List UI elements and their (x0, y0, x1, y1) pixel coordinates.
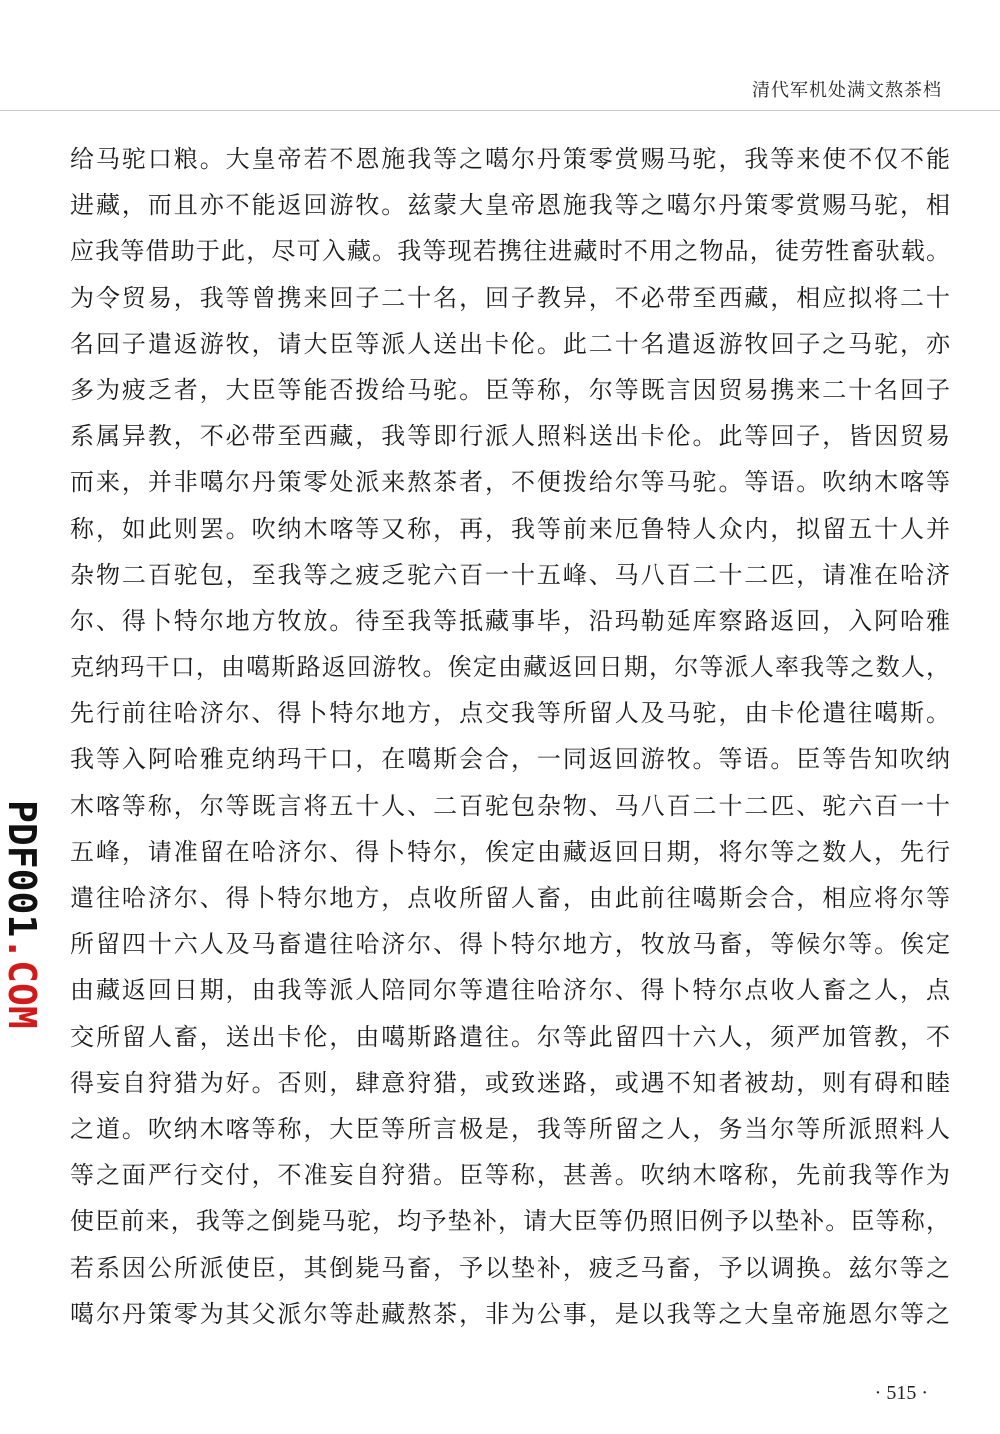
body-line: 名回子遣返游牧，请大臣等派人送出卡伦。此二十名遣返游牧回子之马驼，亦 (70, 329, 950, 358)
body-line: 木喀等称，尔等既言将五十人、二百驼包杂物、马八百二十二匹、驼六百一十 (70, 791, 950, 820)
body-line: 多为疲乏者，大臣等能否拨给马驼。臣等称，尔等既言因贸易携来二十名回子 (70, 375, 950, 404)
page-number: · 515 · (874, 1382, 928, 1404)
body-line: 使臣前来，我等之倒毙马驼，均予垫补，请大臣等仍照旧例予以垫补。臣等称， (70, 1207, 950, 1236)
watermark (2, 800, 42, 1060)
watermark-prefix: PDF001 (0, 800, 44, 938)
body-line: 噶尔丹策零为其父派尔等赴藏熬茶，非为公事，是以我等之大皇帝施恩尔等之 (70, 1299, 950, 1328)
body-line: 应我等借助于此，尽可入藏。我等现若携往进藏时不用之物品，徒劳牲畜驮载。 (70, 237, 950, 266)
body-text (70, 136, 950, 1337)
body-line: 称，如此则罢。吹纳木喀等又称，再，我等前来厄鲁特人众内，拟留五十人并 (70, 514, 950, 543)
body-line: 交所留人畜，送出卡伦，由噶斯路遣往。尔等此留四十六人，须严加管教，不 (70, 1022, 950, 1051)
body-line: 我等入阿哈雅克纳玛干口，在噶斯会合，一同返回游牧。等语。臣等告知吹纳 (70, 745, 950, 774)
watermark-suffix: .COM (0, 937, 44, 1029)
body-line: 尔、得卜特尔地方牧放。待至我等抵藏事毕，沿玛勒延库察路返回，入阿哈雅 (70, 606, 950, 635)
body-line: 得妄自狩猎为好。否则，肆意狩猎，或致迷路，或遇不知者被劫，则有碍和睦 (70, 1068, 950, 1097)
body-line: 等之面严行交付，不准妄自狩猎。臣等称，甚善。吹纳木喀称，先前我等作为 (70, 1161, 950, 1190)
body-line: 进藏，而且亦不能返回游牧。兹蒙大皇帝恩施我等之噶尔丹策零赏赐马驼，相 (70, 191, 950, 220)
body-line: 若系因公所派使臣，其倒毙马畜，予以垫补，疲乏马畜，予以调换。兹尔等之 (70, 1253, 950, 1282)
body-line: 给马驼口粮。大皇帝若不恩施我等之噶尔丹策零赏赐马驼，我等来使不仅不能 (70, 145, 950, 173)
body-line: 五峰，请准留在哈济尔、得卜特尔，俟定由藏返回日期，将尔等之数人，先行 (70, 837, 950, 866)
body-line: 遣往哈济尔、得卜特尔地方，点收所留人畜，由此前往噶斯会合，相应将尔等 (70, 884, 950, 912)
body-line: 系属异教，不必带至西藏，我等即行派人照料送出卡伦。此等回子，皆因贸易 (70, 422, 950, 451)
header-rule (0, 110, 1000, 111)
body-line: 而来，并非噶尔丹策零处派来熬茶者，不便拨给尔等马驼。等语。吹纳木喀等 (70, 468, 950, 497)
body-line: 由藏返回日期，由我等派人陪同尔等遣往哈济尔、得卜特尔点收人畜之人，点 (70, 976, 950, 1005)
body-line: 所留四十六人及马畜遣往哈济尔、得卜特尔地方，牧放马畜，等候尔等。俟定 (70, 930, 950, 959)
body-line: 先行前往哈济尔、得卜特尔地方，点交我等所留人及马驼，由卡伦遣往噶斯。 (70, 699, 950, 728)
body-line: 为令贸易，我等曾携来回子二十名，回子教异，不必带至西藏，相应拟将二十 (70, 283, 950, 312)
body-line: 杂物二百驼包，至我等之疲乏驼六百一十五峰、马八百二十二匹，请准在哈济 (70, 560, 950, 589)
running-head-title: 清代军机处满文熬茶档 (752, 80, 942, 101)
body-line: 之道。吹纳木喀等称，大臣等所言极是，我等所留之人，务当尔等所派照料人 (70, 1114, 950, 1143)
body-line: 克纳玛干口，由噶斯路返回游牧。俟定由藏返回日期，尔等派人率我等之数人， (70, 653, 950, 682)
